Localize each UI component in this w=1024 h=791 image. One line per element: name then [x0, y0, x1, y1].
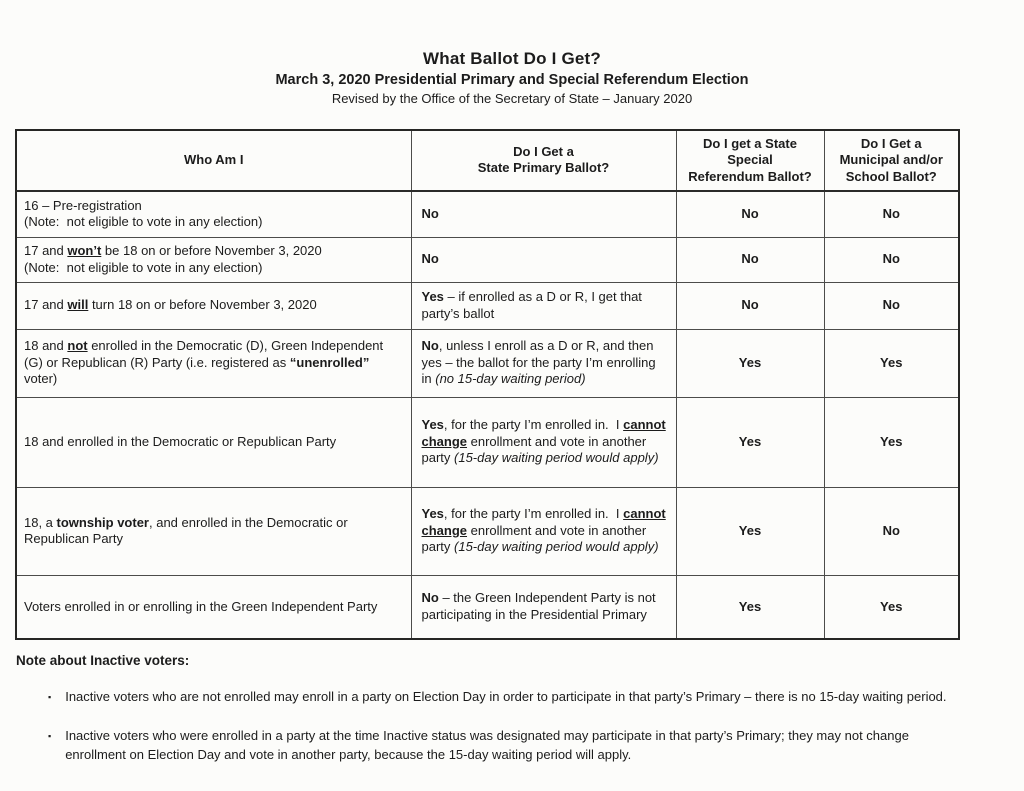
ballot-eligibility-table	[15, 129, 960, 641]
square-bullet-icon: ▪	[48, 731, 52, 742]
column-header-municipal-school-ballot: Do I Get a Municipal and/or School Ballot?	[824, 130, 959, 192]
municipal-ballot-cell: Yes	[824, 329, 959, 397]
municipal-ballot-cell: No	[824, 487, 959, 575]
column-header-who-am-i: Who Am I	[16, 130, 411, 192]
table-row	[16, 191, 959, 237]
primary-ballot-cell: No	[411, 191, 676, 237]
table-header-row	[16, 130, 959, 192]
note-bullet	[16, 688, 976, 707]
document-revision: Revised by the Office of the Secretary of State – January 2020	[331, 91, 693, 107]
referendum-ballot-cell: No	[676, 237, 824, 282]
inactive-voters-notes	[16, 653, 976, 765]
who-am-i-cell: 17 and will turn 18 on or before November 3, 2020	[16, 282, 411, 329]
municipal-ballot-cell: No	[824, 191, 959, 237]
who-am-i-cell: Voters enrolled in or enrolling in the Green Independent Party	[16, 575, 411, 639]
referendum-ballot-cell: Yes	[676, 397, 824, 487]
column-header-special-referendum-ballot: Do I get a State Special Referendum Ballot?	[676, 130, 824, 192]
table-row	[16, 282, 959, 329]
document-subtitle: March 3, 2020 Presidential Primary and Special Referendum Election	[275, 72, 749, 89]
who-am-i-cell: 18, a township voter, and enrolled in the Democratic or Republican Party	[16, 487, 411, 575]
primary-ballot-cell: No – the Green Independent Party is not participating in the Presidential Primary	[411, 575, 676, 639]
table-row	[16, 487, 959, 575]
referendum-ballot-cell: Yes	[676, 329, 824, 397]
square-bullet-icon: ▪	[48, 692, 52, 703]
referendum-ballot-cell: Yes	[676, 575, 824, 639]
municipal-ballot-cell: No	[824, 282, 959, 329]
municipal-ballot-cell: No	[824, 237, 959, 282]
document-header	[0, 0, 1024, 108]
municipal-ballot-cell: Yes	[824, 575, 959, 639]
table-row	[16, 575, 959, 639]
notes-heading: Note about Inactive voters:	[16, 653, 190, 669]
who-am-i-cell: 16 – Pre-registration (Note: not eligible to vote in any election)	[16, 191, 411, 237]
primary-ballot-cell: No, unless I enroll as a D or R, and then yes – the ballot for the party I’m enrolling in (no 15-day waiting period)	[411, 329, 676, 397]
referendum-ballot-cell: No	[676, 282, 824, 329]
primary-ballot-cell: Yes, for the party I’m enrolled in. I cannot change enrollment and vote in another party (15-day waiting period would apply)	[411, 487, 676, 575]
table-row	[16, 237, 959, 282]
who-am-i-cell: 17 and won’t be 18 on or before November 3, 2020 (Note: not eligible to vote in any election)	[16, 237, 411, 282]
note-bullet-text: Inactive voters who were enrolled in a party at the time Inactive status was designated may participate in that party’s Primary; they may not change enrollment on Election Day and vote in another party, because the 15-day waiting period will apply.	[65, 728, 909, 762]
who-am-i-cell: 18 and not enrolled in the Democratic (D), Green Independent (G) or Republican (R) Party (i.e. registered as “unenrolled” voter)	[16, 329, 411, 397]
note-bullet	[16, 727, 976, 765]
municipal-ballot-cell: Yes	[824, 397, 959, 487]
document-title: What Ballot Do I Get?	[423, 49, 601, 68]
who-am-i-cell: 18 and enrolled in the Democratic or Republican Party	[16, 397, 411, 487]
primary-ballot-cell: Yes, for the party I’m enrolled in. I cannot change enrollment and vote in another party (15-day waiting period would apply)	[411, 397, 676, 487]
table-row	[16, 397, 959, 487]
table-row	[16, 329, 959, 397]
column-header-state-primary-ballot: Do I Get a State Primary Ballot?	[411, 130, 676, 192]
note-bullet-text: Inactive voters who are not enrolled may enroll in a party on Election Day in order to participate in that party’s Primary – there is no 15-day waiting period.	[65, 689, 947, 705]
primary-ballot-cell: Yes – if enrolled as a D or R, I get that party’s ballot	[411, 282, 676, 329]
referendum-ballot-cell: Yes	[676, 487, 824, 575]
referendum-ballot-cell: No	[676, 191, 824, 237]
primary-ballot-cell: No	[411, 237, 676, 282]
